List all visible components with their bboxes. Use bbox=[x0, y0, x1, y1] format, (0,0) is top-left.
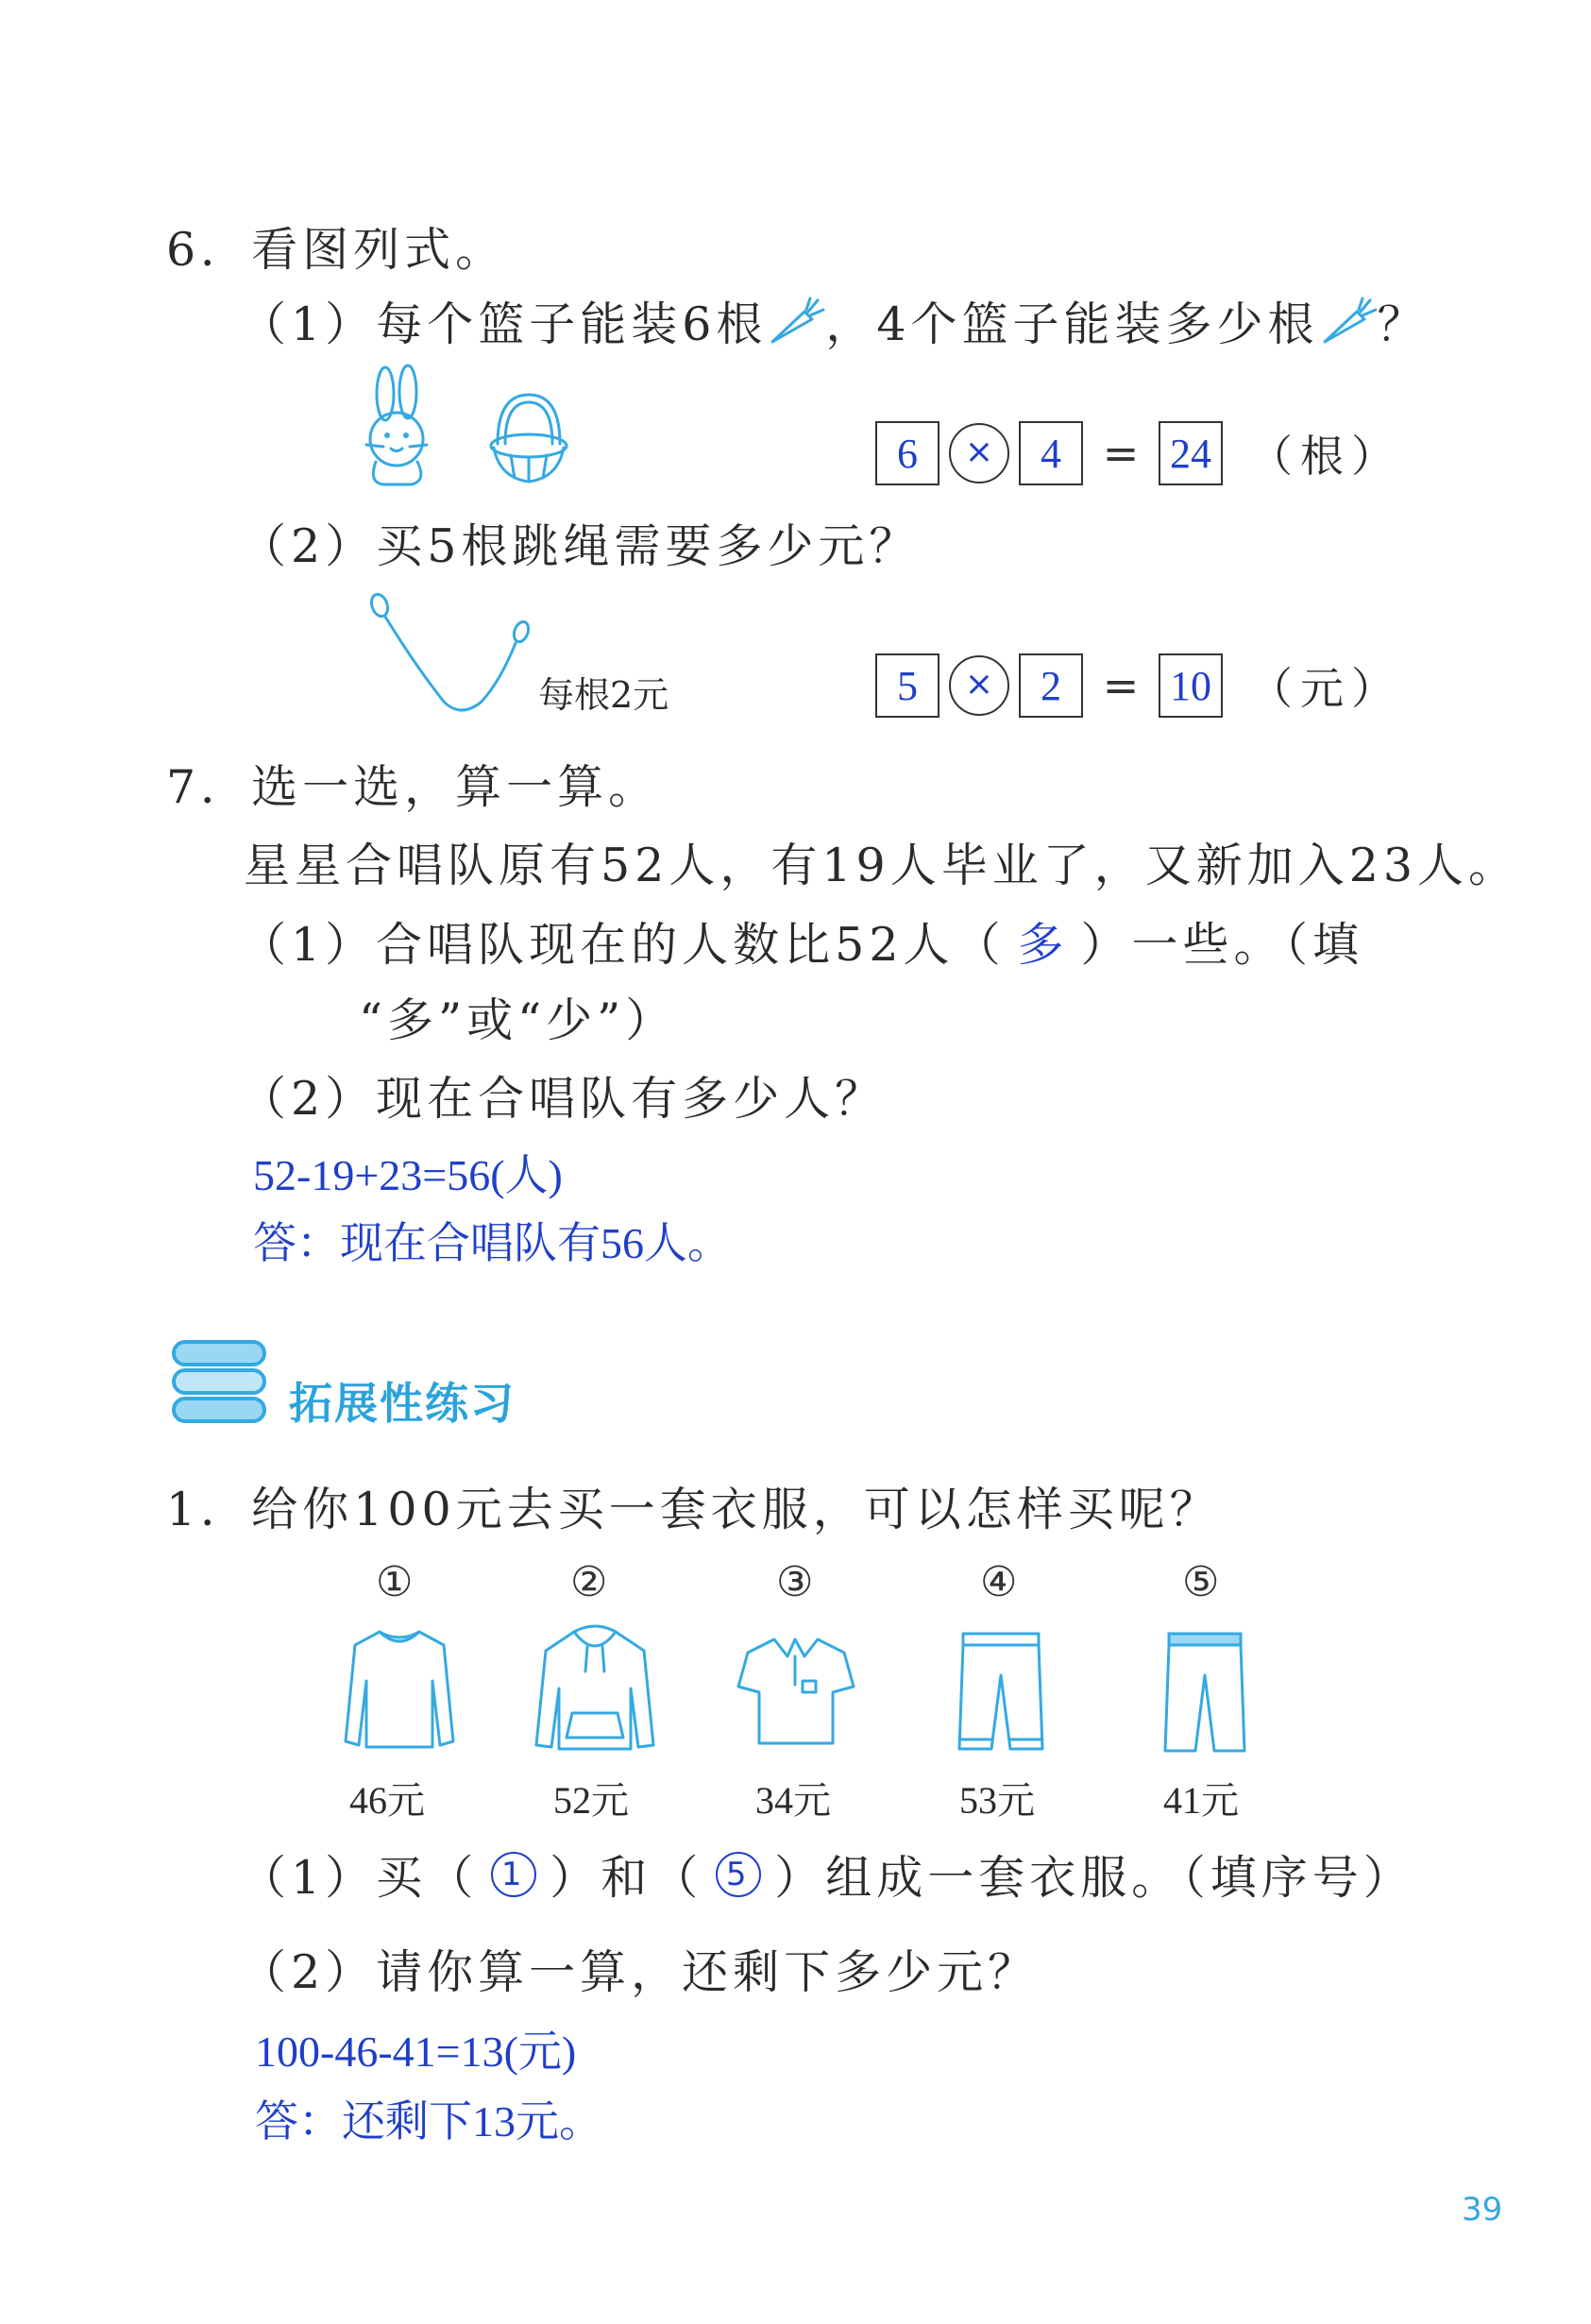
answer-box[interactable]: 2 bbox=[1019, 653, 1083, 718]
item-number: ② bbox=[570, 1558, 608, 1606]
hoodie-icon bbox=[529, 1622, 661, 1759]
item-number: ① bbox=[376, 1558, 414, 1606]
q7-part2-question: （2）现在合唱队有多少人？ bbox=[240, 1072, 887, 1126]
answer-box[interactable]: 5 bbox=[875, 653, 939, 718]
jump-rope-icon bbox=[359, 590, 538, 722]
q7-part1-text-a: （1）合唱队现在的人数比52人（ bbox=[240, 918, 1006, 972]
q6-part2-equation bbox=[875, 653, 1402, 718]
q7-part1-text-b: ）一些。（填 bbox=[1080, 918, 1364, 972]
answer-box[interactable]: 6 bbox=[875, 421, 939, 485]
carrot-icon bbox=[1319, 295, 1378, 348]
item-price: 53元 bbox=[959, 1779, 1035, 1822]
q6-part2-text: 买5根跳绳需要多少元？ bbox=[376, 519, 921, 573]
ex1-part1-text-a: （1）买（ bbox=[240, 1851, 479, 1905]
q7-story: 星星合唱队原有52人，有19人毕业了，又新加入23人。 bbox=[244, 839, 1520, 892]
q7-part1-line1 bbox=[240, 908, 1363, 975]
jeans-icon bbox=[954, 1626, 1048, 1758]
item-price: 34元 bbox=[755, 1779, 831, 1822]
q6-title: 6．看图列式。 bbox=[166, 223, 507, 277]
answer-box[interactable]: 24 bbox=[1159, 421, 1223, 485]
q6-part1-text-c: ？ bbox=[1377, 297, 1429, 351]
answer-box[interactable]: 4 bbox=[1019, 421, 1083, 485]
rope-price: 每根2元 bbox=[538, 674, 669, 716]
ex1-part1 bbox=[240, 1841, 1414, 1908]
q7-answer-text: 答：现在合唱队有56人。 bbox=[253, 1219, 731, 1267]
item-price: 41元 bbox=[1163, 1779, 1239, 1822]
q7-part1-line2: “多”或“少”） bbox=[359, 993, 677, 1047]
q6-part1-text-b: ，4个篮子能装多少根 bbox=[825, 297, 1319, 351]
page-number: 39 bbox=[1462, 2191, 1503, 2229]
ex1-part1-text-b: ）和（ bbox=[550, 1851, 703, 1905]
q7-part1-answer[interactable]: 多 bbox=[1017, 919, 1069, 971]
item-number: ⑤ bbox=[1182, 1558, 1220, 1606]
equals-sign: = bbox=[1102, 660, 1140, 711]
ex1-part1-text-c: ）组成一套衣服。（填序号） bbox=[774, 1851, 1414, 1905]
carrot-icon bbox=[767, 295, 825, 348]
unit-label: （元） bbox=[1249, 663, 1402, 714]
q6-part1-text-a: 每个篮子能装6根 bbox=[376, 297, 768, 351]
pants-icon bbox=[1158, 1628, 1252, 1760]
item-number: ④ bbox=[980, 1558, 1018, 1606]
q6-part2-label: （2） bbox=[240, 519, 377, 573]
ex1-title: 1．给你100元去买一套衣服，可以怎样买呢？ bbox=[166, 1483, 1221, 1536]
q6-part2-question bbox=[240, 510, 920, 576]
equals-sign: = bbox=[1102, 428, 1140, 479]
q6-part1-question bbox=[240, 288, 1429, 354]
item-price: 46元 bbox=[349, 1779, 425, 1822]
q7-answer-formula: 52-19+23=56(人) bbox=[253, 1151, 563, 1199]
rabbit-icon bbox=[349, 364, 453, 491]
unit-label: （根） bbox=[1249, 431, 1402, 482]
answer-box[interactable]: 10 bbox=[1159, 653, 1223, 718]
ex1-answer-text: 答：还剩下13元。 bbox=[255, 2097, 602, 2146]
sweater-icon bbox=[338, 1624, 461, 1756]
ex1-answer-first[interactable]: 1 bbox=[491, 1852, 536, 1897]
books-icon bbox=[170, 1336, 272, 1427]
operator-circle[interactable]: × bbox=[949, 655, 1009, 716]
operator-circle[interactable]: × bbox=[949, 423, 1009, 483]
ex1-part2: （2）请你算一算，还剩下多少元？ bbox=[240, 1945, 1040, 1999]
polo-shirt-icon bbox=[735, 1632, 857, 1750]
ex1-answer-formula: 100-46-41=13(元) bbox=[255, 2027, 577, 2076]
basket-icon bbox=[486, 387, 571, 491]
item-number: ③ bbox=[776, 1558, 814, 1606]
q6-part1-equation bbox=[875, 421, 1402, 485]
section-title: 拓展性练习 bbox=[289, 1378, 516, 1429]
ex1-answer-second[interactable]: 5 bbox=[716, 1852, 761, 1897]
item-price: 52元 bbox=[553, 1779, 629, 1822]
q7-title: 7．选一选，算一算。 bbox=[166, 760, 660, 814]
q6-part1-label: （1） bbox=[240, 297, 377, 351]
